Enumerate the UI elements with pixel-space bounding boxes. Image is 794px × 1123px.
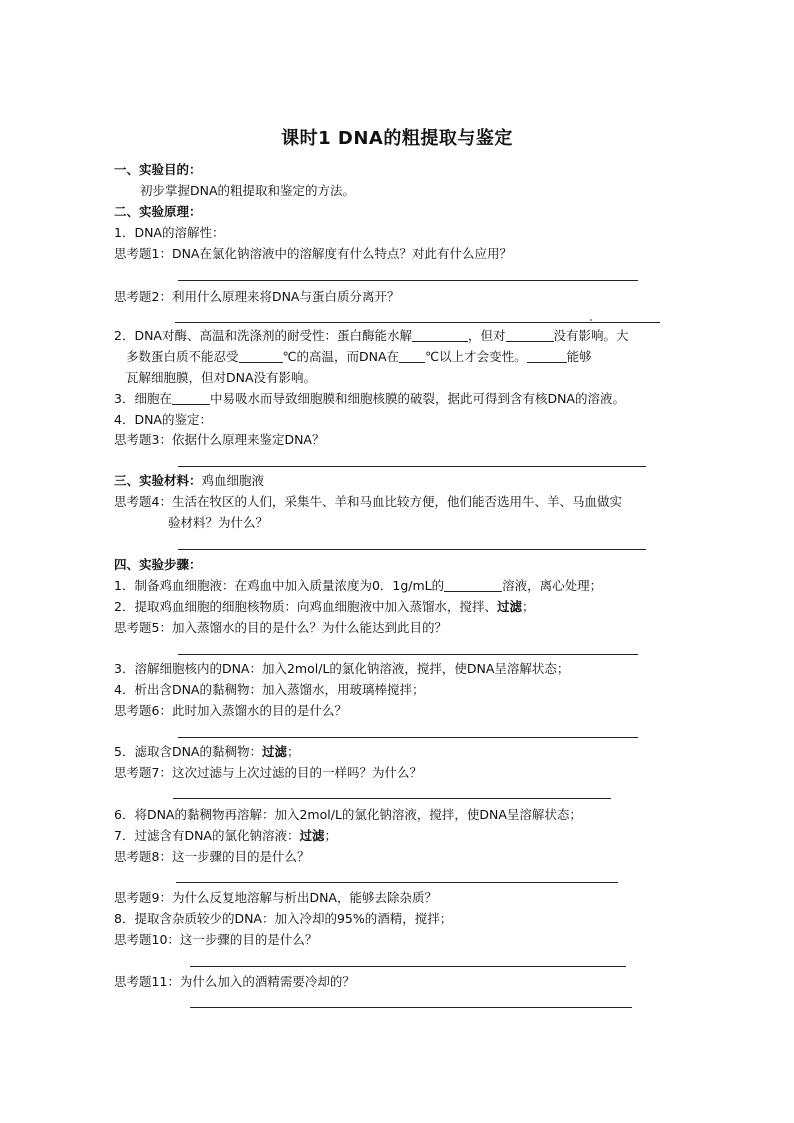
answer-line-11[interactable] [190, 1007, 632, 1008]
answer-line-1[interactable] [178, 280, 638, 281]
question-11: 思考题11：为什么加入的酒精需要冷却的？ [114, 974, 355, 989]
step-5-text-a: 5．滤取含DNA的黏稠物： [114, 744, 262, 759]
step-1 [114, 578, 602, 594]
step-7-filter: 过滤 [299, 828, 325, 843]
principle-2-text-e: ℃的高温，而DNA在 [282, 349, 400, 364]
step-6: 6．将DNA的黏稠物再溶解：加入2mol/L的氯化钠溶液，搅拌，使DNA呈溶解状态； [114, 807, 582, 822]
question-9: 思考题9：为什么反复地溶解与析出DNA，能够去除杂质？ [114, 890, 437, 905]
answer-line-4[interactable] [178, 549, 646, 550]
step-5-text-c: ； [287, 744, 300, 759]
scan-dot [590, 319, 592, 321]
principle-2-text-b: ，但对 [467, 328, 506, 343]
step-8: 8．提取含杂质较少的DNA：加入冷却的95%的酒精，搅拌； [114, 911, 453, 926]
answer-line-6[interactable] [178, 737, 638, 738]
section-heading-steps: 四、实验步骤： [114, 557, 202, 572]
principle-2-line-2 [126, 349, 592, 365]
step-2 [114, 599, 535, 615]
question-1: 思考题1：DNA在氯化钠溶液中的溶解度有什么特点？对此有什么应用？ [114, 246, 512, 261]
principle-2-text-a: 2．DNA对酶、高温和洗涤剂的耐受性：蛋白酶能水解 [114, 328, 412, 343]
principle-3-text-b: 中易吸水而导致细胞膜和细胞核膜的破裂，据此可得到含有核DNA的溶液。 [209, 391, 625, 406]
question-4-line-2: 验材料？为什么？ [168, 515, 269, 530]
fill-blank-protease-target[interactable] [412, 328, 468, 342]
question-5: 思考题5：加入蒸馏水的目的是什么？为什么能达到此目的？ [114, 620, 447, 635]
principle-3-text-a: 3．细胞在 [114, 391, 172, 406]
question-7: 思考题7：这次过滤与上次过滤的目的一样吗？为什么？ [114, 765, 422, 780]
fill-blank-solution[interactable] [444, 578, 502, 592]
principle-2-line-3: 瓦解细胞膜，但对DNA没有影响。 [126, 370, 317, 385]
question-2: 思考题2：利用什么原理来将DNA与蛋白质分离开？ [114, 289, 400, 304]
question-10: 思考题10：这一步骤的目的是什么？ [114, 932, 318, 947]
step-2-text-c: ； [521, 599, 535, 614]
fill-blank-unaffected[interactable] [506, 328, 554, 342]
answer-line-5[interactable] [178, 654, 638, 655]
materials-line [114, 473, 264, 489]
principle-3 [114, 391, 625, 407]
answer-line-10[interactable] [190, 966, 626, 967]
answer-line-8[interactable] [176, 882, 618, 883]
question-8: 思考题8：这一步骤的目的是什么？ [114, 849, 310, 864]
step-5-filter: 过滤 [261, 744, 287, 759]
step-2-text-a: 2．提取鸡血细胞的细胞核物质：向鸡血细胞液中加入蒸馏水，搅拌、 [114, 599, 497, 614]
principle-4: 4．DNA的鉴定： [114, 412, 212, 427]
principle-2-text-g: 能够 [566, 349, 592, 364]
section-heading-purpose: 一、实验目的： [114, 162, 202, 177]
step-7-text-c: ； [324, 828, 338, 843]
principle-2-text-c: 没有影响。大 [553, 328, 629, 343]
fill-blank-medium[interactable] [172, 391, 210, 405]
page-title: 课时1 DNA的粗提取与鉴定 [281, 128, 513, 149]
section-heading-materials: 三、实验材料： [114, 473, 202, 488]
step-7-text-a: 7．过滤含有DNA的氯化钠溶液： [114, 828, 300, 843]
question-6: 思考题6：此时加入蒸馏水的目的是什么？ [114, 703, 347, 718]
principle-2-text-f: ℃以上才会变性。 [425, 349, 527, 364]
step-3: 3．溶解细胞核内的DNA：加入2mol/L的氯化钠溶液，搅拌，使DNA呈溶解状态； [114, 661, 570, 676]
step-4: 4．析出含DNA的黏稠物：加入蒸馏水，用玻璃棒搅拌； [114, 682, 425, 697]
question-4-line-1: 思考题4：生活在牧区的人们，采集牛、羊和马血比较方便，他们能否选用牛、羊、马血做实 [114, 494, 622, 509]
step-5 [114, 744, 300, 760]
step-1-text-b: 溶液，离心处理； [502, 578, 603, 593]
principle-2-line-1 [114, 328, 629, 344]
purpose-text: 初步掌握DNA的粗提取和鉴定的方法。 [140, 183, 356, 198]
step-2-filter: 过滤 [496, 599, 522, 614]
step-7 [114, 828, 337, 844]
answer-line-2[interactable] [175, 322, 660, 323]
principle-1: 1．DNA的溶解性： [114, 225, 225, 240]
section-heading-principle: 二、实验原理： [114, 204, 202, 219]
question-3: 思考题3：依据什么原理来鉴定DNA？ [114, 432, 325, 447]
answer-line-3[interactable] [178, 466, 646, 467]
answer-line-7[interactable] [173, 798, 611, 799]
step-1-text-a: 1．制备鸡血细胞液：在鸡血中加入质量浓度为0．1g/mL的 [114, 578, 445, 593]
principle-2-text-d: 多数蛋白质不能忍受 [126, 349, 239, 364]
fill-blank-temp-2[interactable] [399, 349, 425, 363]
materials-text: 鸡血细胞液 [201, 473, 265, 488]
fill-blank-temp-1[interactable] [239, 349, 283, 363]
fill-blank-detergent[interactable] [527, 349, 567, 363]
